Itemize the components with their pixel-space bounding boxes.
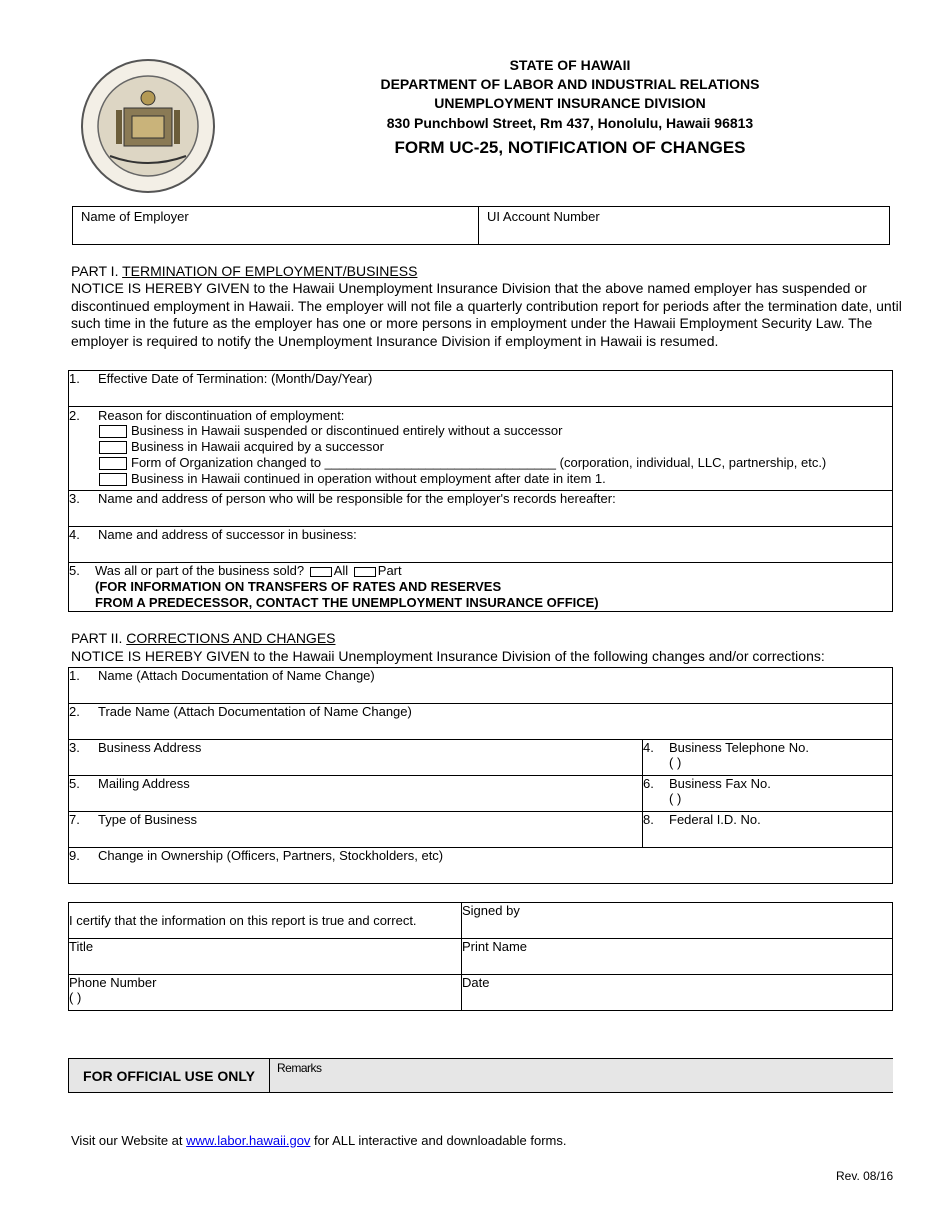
item4-label: Name and address of successor in business: (98, 527, 357, 542)
federal-id-field[interactable]: 8. Federal I.D. No. (643, 812, 893, 848)
website-link[interactable]: www.labor.hawaii.gov (186, 1133, 311, 1148)
sold-part-label: Part (377, 563, 402, 578)
item2-label: Reason for discontinuation of employment: (98, 408, 345, 423)
part1-prefix: PART I. (71, 263, 123, 279)
p2-item7-label: Type of Business (98, 812, 197, 827)
ui-account-label: UI Account Number (487, 209, 600, 224)
part2-heading (71, 630, 336, 646)
website-note-post: for ALL interactive and downloadable forms. (310, 1133, 567, 1148)
reason-field: 2. Reason for discontinuation of employment: Business in Hawaii suspended or discontinued entirely without a successor Business in Hawaii acquired by a successor Form of Organization changed to ________________________________ (corporation, individual, LLC, partnership, etc.) Business in Hawaii continued in operation without employment after date in item 1. (69, 407, 893, 491)
p2-item2-label: Trade Name (Attach Documentation of Name Change) (98, 704, 412, 719)
print-name-field[interactable] (462, 939, 893, 975)
header-state: STATE OF HAWAII (509, 57, 631, 73)
business-telephone-field[interactable]: 4. Business Telephone No. ( ) (643, 740, 893, 776)
part2-title: CORRECTIONS AND CHANGES (126, 630, 336, 646)
part2-notice: NOTICE IS HEREBY GIVEN to the Hawaii Unemployment Insurance Division of the following changes and/or corrections: (71, 648, 825, 664)
employer-name-field[interactable] (73, 207, 479, 245)
print-name-label: Print Name (462, 939, 528, 954)
transfer-note-1: (FOR INFORMATION ON TRANSFERS OF RATES AND RESERVES (95, 579, 502, 594)
item3-label: Name and address of person who will be responsible for the employer's records hereafter: (98, 491, 616, 506)
telephone-parens: ( ) (669, 755, 682, 770)
fax-parens: ( ) (669, 791, 682, 806)
reason-option-1: Business in Hawaii suspended or discontinued entirely without a successor (131, 423, 563, 438)
sold-all-label: All (333, 563, 349, 578)
mailing-address-field[interactable]: 5. Mailing Address (69, 776, 643, 812)
state-seal (80, 58, 216, 194)
header-division: UNEMPLOYMENT INSURANCE DIVISION (434, 95, 706, 111)
business-sold-field: 5. Was all or part of the business sold? All Part (FOR INFORMATION ON TRANSFERS OF RATES AND RESERVES FROM A PREDECESSOR, CONTACT THE UNEMPLOYMENT INSURANCE OFFICE) (69, 563, 893, 612)
reason-checkbox-3[interactable] (99, 457, 127, 470)
business-fax-field[interactable]: 6. Business Fax No. ( ) (643, 776, 893, 812)
official-use-table (68, 1058, 893, 1093)
reason-checkbox-4[interactable] (99, 473, 127, 486)
title-label: Title (69, 939, 94, 954)
website-note-pre: Visit our Website at (71, 1133, 187, 1148)
sold-part-checkbox[interactable] (354, 567, 376, 577)
successor-field[interactable]: 4. Name and address of successor in business: (69, 527, 893, 563)
remarks-label: Remarks (277, 1061, 322, 1075)
reason-checkbox-2[interactable] (99, 441, 127, 454)
reason-option-2: Business in Hawaii acquired by a successor (131, 439, 384, 454)
certify-statement-cell (69, 903, 462, 939)
termination-date-field[interactable]: 1. Effective Date of Termination: (Month/Day/Year) (69, 371, 893, 407)
p2-item8-label: Federal I.D. No. (669, 812, 761, 827)
header-address: 830 Punchbowl Street, Rm 437, Honolulu, Hawaii 96813 (386, 115, 754, 131)
phone-parens: ( ) (69, 990, 82, 1005)
form-title: FORM UC-25, NOTIFICATION OF CHANGES (394, 138, 746, 157)
signed-by-label: Signed by (462, 903, 520, 918)
reason-option-3: Form of Organization changed to ________________________________ (corporation, individual, LLC, partnership, etc.) (131, 455, 827, 470)
type-of-business-field[interactable]: 7. Type of Business (69, 812, 643, 848)
employer-table (72, 206, 890, 245)
revision-date: Rev. 08/16 (836, 1169, 894, 1183)
header-department: DEPARTMENT OF LABOR AND INDUSTRIAL RELATIONS (380, 76, 760, 92)
name-field[interactable]: 1. Name (Attach Documentation of Name Change) (69, 668, 893, 704)
employer-name-label: Name of Employer (81, 209, 189, 224)
sold-all-checkbox[interactable] (310, 567, 332, 577)
item5-label: Was all or part of the business sold? (95, 563, 305, 578)
p2-item3-label: Business Address (98, 740, 202, 755)
date-label: Date (462, 975, 490, 990)
p2-item9-label: Change in Ownership (Officers, Partners, Stockholders, etc) (98, 848, 444, 863)
part2-table (68, 667, 893, 884)
part1-heading (71, 263, 417, 279)
reason-checkbox-1[interactable] (99, 425, 127, 438)
p2-item1-label: Name (Attach Documentation of Name Change) (98, 668, 375, 683)
ui-account-field[interactable] (479, 207, 890, 245)
signed-by-field[interactable] (462, 903, 893, 939)
official-use-label: FOR OFFICIAL USE ONLY (83, 1067, 255, 1084)
official-use-label-cell (69, 1059, 270, 1093)
reason-option-4: Business in Hawaii continued in operation without employment after date in item 1. (131, 471, 606, 486)
remarks-field[interactable] (270, 1059, 894, 1093)
p2-item5-label: Mailing Address (98, 776, 190, 791)
ownership-change-field[interactable]: 9. Change in Ownership (Officers, Partners, Stockholders, etc) (69, 848, 893, 884)
records-person-field[interactable]: 3. Name and address of person who will be responsible for the employer's records hereafter: (69, 491, 893, 527)
part1-table (68, 370, 893, 612)
phone-number-field[interactable] (69, 975, 462, 1011)
date-field[interactable] (462, 975, 893, 1011)
transfer-note-2: FROM A PREDECESSOR, CONTACT THE UNEMPLOYMENT INSURANCE OFFICE) (95, 595, 599, 610)
trade-name-field[interactable]: 2. Trade Name (Attach Documentation of Name Change) (69, 704, 893, 740)
p2-item6-label: Business Fax No. (669, 776, 771, 791)
certify-statement: I certify that the information on this report is true and correct. (69, 913, 417, 928)
title-field[interactable] (69, 939, 462, 975)
p2-item4-label: Business Telephone No. (669, 740, 809, 755)
item1-label: Effective Date of Termination: (Month/Day/Year) (98, 371, 373, 386)
phone-number-label: Phone Number (69, 975, 157, 990)
part1-notice: NOTICE IS HEREBY GIVEN to the Hawaii Unemployment Insurance Division that the above named employer has suspended or discontinued employment in Hawaii. The employer will not file a quarterly contribution report for periods after the termination date, until such time in the future as the employer has one or more persons in employment under the Hawaii Employment Security Law. The employer is required to notify the Unemployment Insurance Division if employment in Hawaii is resumed. (71, 280, 902, 349)
website-note (71, 1133, 567, 1148)
certification-table (68, 902, 893, 1011)
business-address-field[interactable]: 3. Business Address (69, 740, 643, 776)
part2-prefix: PART II. (71, 630, 127, 646)
part1-title: TERMINATION OF EMPLOYMENT/BUSINESS (122, 263, 418, 279)
